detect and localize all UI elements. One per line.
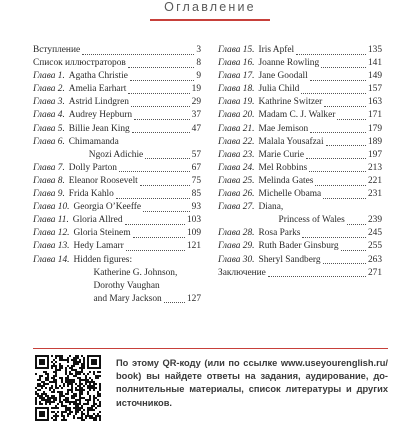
toc-entry-body bbox=[218, 162, 368, 175]
dot-leader bbox=[116, 198, 190, 199]
chapter-title-line bbox=[73, 293, 201, 306]
chapter-title: Mae Jemison bbox=[258, 123, 309, 134]
toc-entry[interactable] bbox=[218, 162, 382, 175]
toc-entry-body bbox=[33, 240, 187, 253]
dot-leader bbox=[268, 276, 366, 277]
chapter-number: Глава 27. bbox=[218, 202, 255, 213]
page-number: 85 bbox=[191, 189, 201, 200]
toc-entry-body bbox=[218, 136, 368, 149]
toc-entry[interactable] bbox=[33, 214, 201, 227]
chapter-number: Глава 21. bbox=[218, 123, 255, 134]
toc-entry-body bbox=[218, 201, 382, 227]
dot-leader bbox=[323, 198, 366, 199]
toc-entry[interactable] bbox=[218, 123, 382, 136]
dot-leader bbox=[324, 106, 366, 107]
toc-entry-body bbox=[33, 57, 196, 70]
dot-leader bbox=[302, 237, 366, 238]
chapter-number: Глава 11. bbox=[33, 215, 69, 226]
chapter-title: Gloria Steinem bbox=[73, 228, 131, 239]
chapter-number: Глава 3. bbox=[33, 97, 65, 108]
toc-entry[interactable] bbox=[218, 267, 382, 280]
dot-leader bbox=[309, 171, 366, 172]
title-underline bbox=[150, 19, 270, 21]
qr-instructions-line: book) вы найдете ответы на задания, аудирование, до- bbox=[116, 371, 388, 382]
page-number: 3 bbox=[196, 45, 201, 55]
chapter-title: Frida Kahlo bbox=[68, 189, 114, 200]
chapter-number: Глава 22. bbox=[218, 136, 255, 147]
toc-entry[interactable] bbox=[218, 70, 382, 83]
chapter-number: Глава 24. bbox=[218, 162, 255, 173]
toc-entry[interactable] bbox=[218, 96, 382, 109]
toc-entry[interactable] bbox=[33, 44, 201, 57]
page-number: 263 bbox=[367, 254, 382, 265]
page-number: 8 bbox=[196, 58, 201, 69]
toc-entry-body bbox=[33, 123, 192, 136]
chapter-number: Глава 8. bbox=[33, 175, 65, 186]
chapter-title: and Mary Jackson bbox=[93, 293, 162, 304]
chapter-title: Marie Curie bbox=[258, 149, 305, 160]
chapter-number: Глава 19. bbox=[218, 97, 255, 108]
chapter-number: Глава 15. bbox=[218, 45, 255, 55]
chapter-title: Audrey Hepburn bbox=[68, 110, 133, 121]
toc-entry[interactable] bbox=[33, 96, 201, 109]
toc-entry-body bbox=[33, 109, 192, 122]
chapter-title: Georgia O’Keeffe bbox=[73, 202, 142, 213]
page-number: 157 bbox=[367, 84, 382, 95]
chapter-number: Глава 25. bbox=[218, 175, 255, 186]
qr-instructions-line: полнительные материалы, список литературы и других bbox=[116, 384, 388, 395]
toc-entry-body bbox=[33, 70, 196, 83]
toc-entry-body bbox=[33, 96, 192, 109]
footer-divider bbox=[33, 348, 388, 349]
dot-leader bbox=[164, 302, 185, 303]
page-number: 109 bbox=[186, 228, 201, 239]
toc-entry-body bbox=[218, 188, 368, 201]
dot-leader bbox=[140, 185, 190, 186]
toc-entry-body bbox=[218, 149, 368, 162]
toc-entry[interactable] bbox=[218, 227, 382, 240]
page-number: 221 bbox=[367, 175, 382, 186]
dot-leader bbox=[145, 158, 189, 159]
page-number: 93 bbox=[191, 202, 201, 213]
page-number: 255 bbox=[367, 241, 382, 252]
chapter-number: Глава 4. bbox=[33, 110, 65, 121]
toc-entry-body bbox=[218, 83, 368, 96]
chapter-number: Глава 18. bbox=[218, 84, 255, 95]
toc-entry-body bbox=[218, 44, 368, 57]
dot-leader bbox=[119, 171, 190, 172]
chapter-title-line: Katherine G. Johnson, bbox=[93, 267, 178, 278]
chapter-title-block bbox=[258, 201, 382, 227]
toc-entry-body bbox=[218, 175, 368, 188]
chapter-number: Глава 17. bbox=[218, 71, 255, 82]
chapter-title: Kathrine Switzer bbox=[258, 97, 323, 108]
page-number: 189 bbox=[367, 136, 382, 147]
chapter-title-line: Dorothy Vaughan bbox=[93, 280, 160, 291]
chapter-title: Вступление bbox=[33, 45, 81, 55]
chapter-title: Eleanor Roosevelt bbox=[68, 175, 138, 186]
chapter-number: Глава 20. bbox=[218, 110, 255, 121]
toc-entry-body bbox=[33, 136, 201, 162]
toc-entry[interactable] bbox=[33, 109, 201, 122]
chapter-title: Chimamanda bbox=[68, 136, 119, 147]
toc-entry[interactable] bbox=[218, 44, 382, 57]
dot-leader bbox=[130, 80, 194, 81]
toc-entry[interactable] bbox=[33, 123, 201, 136]
chapter-title: Sheryl Sandberg bbox=[258, 254, 321, 265]
dot-leader bbox=[82, 54, 194, 55]
chapter-number: Глава 14. bbox=[33, 254, 70, 265]
page-number: 19 bbox=[191, 84, 201, 95]
chapter-title: Gloria Allred bbox=[72, 215, 123, 226]
toc-entry-body bbox=[33, 175, 192, 188]
chapter-title: Список иллюстраторов bbox=[33, 58, 126, 69]
chapter-number: Глава 5. bbox=[33, 123, 65, 134]
toc-entry-body bbox=[33, 254, 201, 306]
page-number: 163 bbox=[367, 97, 382, 108]
toc-entry-body bbox=[33, 44, 196, 57]
toc-entry[interactable] bbox=[218, 188, 382, 201]
dot-leader bbox=[126, 250, 185, 251]
chapter-title: Madam C. J. Walker bbox=[258, 110, 336, 121]
toc-entry[interactable] bbox=[218, 57, 382, 70]
chapter-title: Mel Robbins bbox=[258, 162, 308, 173]
page-number: 141 bbox=[367, 58, 382, 69]
toc-left-column bbox=[33, 44, 201, 306]
chapter-title-line bbox=[69, 149, 201, 162]
chapter-number: Глава 13. bbox=[33, 241, 70, 252]
chapter-title: Rosa Parks bbox=[258, 228, 301, 239]
chapter-title-block bbox=[69, 136, 201, 162]
chapter-title: Julia Child bbox=[258, 84, 300, 95]
chapter-number: Глава 16. bbox=[218, 58, 255, 69]
page-number: 57 bbox=[191, 149, 201, 160]
toc-entry[interactable] bbox=[33, 240, 201, 253]
dot-leader bbox=[310, 132, 366, 133]
page-number: 171 bbox=[367, 110, 382, 121]
toc-entry[interactable] bbox=[33, 83, 201, 96]
chapter-title: Agatha Christie bbox=[68, 71, 128, 82]
chapter-number: Глава 30. bbox=[218, 254, 255, 265]
page-number: 239 bbox=[367, 215, 382, 226]
toc-entry[interactable] bbox=[33, 188, 201, 201]
dot-leader bbox=[301, 93, 366, 94]
page-number: 213 bbox=[367, 162, 382, 173]
toc-entry-body bbox=[33, 162, 192, 175]
page-number: 37 bbox=[191, 110, 201, 121]
toc-entry-body bbox=[33, 188, 192, 201]
chapter-title: Melinda Gates bbox=[258, 175, 314, 186]
dot-leader bbox=[131, 106, 190, 107]
toc-entry-body bbox=[218, 96, 368, 109]
chapter-number: Глава 6. bbox=[33, 136, 65, 147]
chapter-title: Astrid Lindgren bbox=[68, 97, 129, 108]
toc-entry[interactable] bbox=[218, 149, 382, 162]
toc-entry-body bbox=[218, 57, 368, 70]
toc-entry[interactable] bbox=[218, 201, 382, 227]
dot-leader bbox=[306, 158, 366, 159]
chapter-title: Jane Goodall bbox=[258, 71, 308, 82]
page-number: 245 bbox=[367, 228, 382, 239]
qr-instructions-line: По этому QR-коду (или по ссылке www.useyourenglish.ru/ bbox=[116, 358, 388, 368]
chapter-number: Глава 7. bbox=[33, 162, 65, 173]
page-number: 231 bbox=[367, 189, 382, 200]
chapter-title: Hidden figures: bbox=[73, 254, 133, 265]
toc-entry[interactable] bbox=[33, 136, 201, 162]
toc-entry-body bbox=[218, 240, 368, 253]
page-number: 197 bbox=[367, 149, 382, 160]
toc-entry-body bbox=[218, 227, 368, 240]
toc-entry[interactable] bbox=[218, 83, 382, 96]
toc-entry-body bbox=[33, 201, 192, 214]
page-number: 29 bbox=[191, 97, 201, 108]
page-number: 47 bbox=[191, 123, 201, 134]
page-number: 135 bbox=[367, 45, 382, 55]
dot-leader bbox=[337, 119, 366, 120]
dot-leader bbox=[315, 185, 366, 186]
chapter-title: Ruth Bader Ginsburg bbox=[258, 241, 339, 252]
chapter-number: Глава 28. bbox=[218, 228, 255, 239]
chapter-title: Diana, bbox=[258, 202, 284, 213]
toc-entry-body bbox=[218, 254, 368, 267]
toc-entry[interactable] bbox=[218, 136, 382, 149]
dot-leader bbox=[323, 263, 366, 264]
chapter-number: Глава 2. bbox=[33, 84, 65, 95]
page-number: 9 bbox=[196, 71, 201, 82]
chapter-title: Amelia Earhart bbox=[68, 84, 127, 95]
toc-entry[interactable] bbox=[33, 201, 201, 214]
page-number: 271 bbox=[367, 267, 382, 278]
toc-entry[interactable] bbox=[33, 70, 201, 83]
dot-leader bbox=[128, 67, 194, 68]
toc-entry-body bbox=[33, 83, 192, 96]
dot-leader bbox=[134, 119, 190, 120]
toc-entry[interactable] bbox=[218, 240, 382, 253]
toc-entry-body bbox=[33, 214, 187, 227]
toc-entry-body bbox=[218, 267, 368, 280]
toc-right-column bbox=[218, 44, 382, 280]
chapter-title: Ngozi Adichie bbox=[88, 149, 144, 160]
page-number: 67 bbox=[191, 162, 201, 173]
chapter-title: Заключение bbox=[218, 267, 266, 278]
chapter-title: Michelle Obama bbox=[258, 189, 322, 200]
dot-leader bbox=[310, 80, 366, 81]
page-number: 75 bbox=[191, 175, 201, 186]
dot-leader bbox=[341, 250, 366, 251]
page-number: 103 bbox=[186, 215, 201, 226]
page-number: 149 bbox=[367, 71, 382, 82]
chapter-number: Глава 9. bbox=[33, 189, 65, 200]
chapter-number: Глава 26. bbox=[218, 189, 255, 200]
toc-entry[interactable] bbox=[33, 227, 201, 240]
dot-leader bbox=[132, 132, 190, 133]
chapter-title: Hedy Lamarr bbox=[73, 241, 124, 252]
toc-entry[interactable] bbox=[218, 254, 382, 267]
toc-entry[interactable] bbox=[33, 175, 201, 188]
chapter-title: Malala Yousafzai bbox=[258, 136, 324, 147]
dot-leader bbox=[321, 67, 366, 68]
toc-entry-body bbox=[218, 70, 368, 83]
chapter-number: Глава 10. bbox=[33, 202, 70, 213]
toc-entry[interactable] bbox=[33, 162, 201, 175]
qr-code-icon[interactable] bbox=[35, 355, 101, 421]
page-title: Оглавление bbox=[164, 0, 256, 14]
chapter-title: Iris Apfel bbox=[258, 45, 295, 55]
toc-entry[interactable] bbox=[218, 175, 382, 188]
chapter-number: Глава 12. bbox=[33, 228, 70, 239]
qr-instructions-line: источников. bbox=[116, 397, 172, 408]
dot-leader bbox=[125, 224, 185, 225]
chapter-title: Dolly Parton bbox=[68, 162, 117, 173]
dot-leader bbox=[326, 145, 366, 146]
page-number: 121 bbox=[186, 241, 201, 252]
chapter-number: Глава 1. bbox=[33, 71, 65, 82]
dot-leader bbox=[128, 93, 189, 94]
toc-entry[interactable] bbox=[33, 254, 201, 306]
dot-leader bbox=[347, 224, 366, 225]
chapter-title-line bbox=[258, 214, 382, 227]
toc-entry-body bbox=[218, 109, 368, 122]
chapter-number: Глава 29. bbox=[218, 241, 255, 252]
toc-entry-body bbox=[33, 227, 187, 240]
chapter-title: Billie Jean King bbox=[68, 123, 130, 134]
chapter-title-block bbox=[73, 254, 201, 306]
toc-entry[interactable] bbox=[33, 57, 201, 70]
page-number: 127 bbox=[186, 293, 201, 304]
chapter-title: Princess of Wales bbox=[278, 215, 345, 226]
dot-leader bbox=[133, 237, 185, 238]
dot-leader bbox=[143, 211, 190, 212]
toc-entry[interactable] bbox=[218, 109, 382, 122]
qr-instructions bbox=[116, 357, 388, 410]
chapter-number: Глава 23. bbox=[218, 149, 255, 160]
page-number: 179 bbox=[367, 123, 382, 134]
toc-entry-body bbox=[218, 123, 368, 136]
dot-leader bbox=[296, 54, 366, 55]
chapter-title: Joanne Rowling bbox=[258, 58, 320, 69]
